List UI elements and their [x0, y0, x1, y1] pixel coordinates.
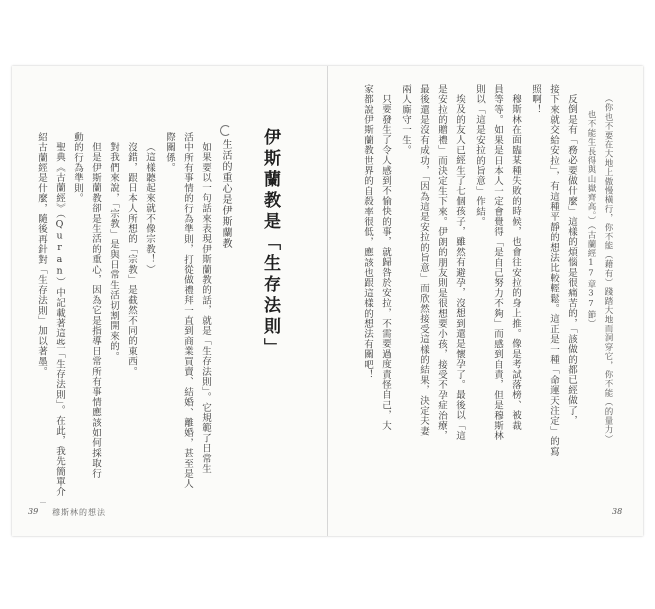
right-paragraph-line: 員等等。如果是日本人一定會覺得「是自己努力不夠」而感到自責，但是穆斯林: [492, 84, 503, 441]
right-quote-line-1: （你也不要在大地上傲慢橫行，你不能（藉有）踐踏大地而洞穿它，你不能（的量力）: [603, 94, 613, 444]
left-paragraph-line: 活中所有事情的行為準則，打從做禮拜一直到商業買賣、結婚、離婚，甚至是人: [182, 132, 193, 489]
left-paragraph-line: 對我們來說，「宗教」是與日常生活切割開來的。: [108, 142, 119, 362]
right-paragraph-line: 只要發生了令人感到不愉快的事，就歸咎於安拉，不需要過度責怪自己，大: [380, 94, 391, 431]
right-paragraph-line: 則以「這是安拉的旨意」作結。: [474, 84, 485, 227]
right-paragraph-line: 穆斯林在面臨某種失敗的時候，也會往安拉的身上推。像是考試落榜、被裁: [510, 94, 521, 431]
footer-rule: [40, 502, 46, 503]
right-paragraph-line: 埃及的友人已經生了七個孩子，雖然有避孕，沒想到還是懷孕了。最後以「這: [454, 94, 465, 441]
right-paragraph-line: 反倒是有「務必要做什麼」這樣的煩惱是很痛苦的，「該做的都已經做了，: [566, 94, 577, 426]
right-quote-line-2: 也不能生長得與山嶽齊高。）（古蘭經17章37節）: [586, 110, 596, 329]
left-page-number: 39: [28, 507, 39, 516]
right-paragraph-line: 接下來就交給安拉」，有這種平靜的想法比較輕鬆。這正是一種「命運天注定」的寫: [548, 84, 559, 457]
book-gutter: [327, 66, 328, 536]
right-page-number: 38: [612, 507, 623, 516]
right-paragraph-line: 兩人廝守一生。: [400, 84, 411, 156]
chapter-title: 伊斯蘭教是「生存法則」: [260, 128, 280, 359]
running-head: 穆斯林的想法: [52, 508, 106, 517]
left-paragraph-line: 沒錯，跟日本人所想的「宗教」是截然不同的東西。: [126, 142, 137, 377]
left-paragraph-line: 際關係。: [164, 132, 175, 173]
section-mark-icon: [220, 125, 231, 136]
section-subhead-text: 生活的重心是伊斯蘭教: [220, 139, 231, 249]
left-paragraph-line: 動的行為準則。: [72, 132, 83, 204]
left-paragraph-line: 但是伊斯蘭教卻是生活的重心，因為它是指導日常所有事情應該如何採取行: [90, 142, 101, 479]
left-paragraph-line: 紹古蘭經是什麼，隨後再針對「生存法則」加以著墨。: [36, 132, 47, 377]
right-paragraph-line: 最後還是沒有成功，「因為這是安拉的旨意」而欣然接受這樣的結果，決定夫妻: [418, 84, 429, 437]
left-paragraph-line: （這樣聽起來就不像宗教！）: [144, 142, 155, 275]
right-paragraph-line: 是安拉的贈禮」而決定生下來。伊朗的朋友則是很想要小孩，接受不孕症治療，: [436, 84, 447, 441]
section-subhead: [218, 125, 233, 249]
right-paragraph-line: 家都說伊斯蘭教世界的自殺率很低，應該也跟這樣的想法有關吧！: [362, 84, 373, 380]
left-paragraph-line: 如果要以一句話來表現伊斯蘭教的話，就是「生存法則」。它規範了日常生: [200, 142, 211, 474]
right-paragraph-line: 照啊！: [530, 84, 541, 115]
left-paragraph-line: 聖典《古蘭經》（Quran）中記載著這些「生存法則」。在此，我先簡單介: [54, 142, 65, 497]
